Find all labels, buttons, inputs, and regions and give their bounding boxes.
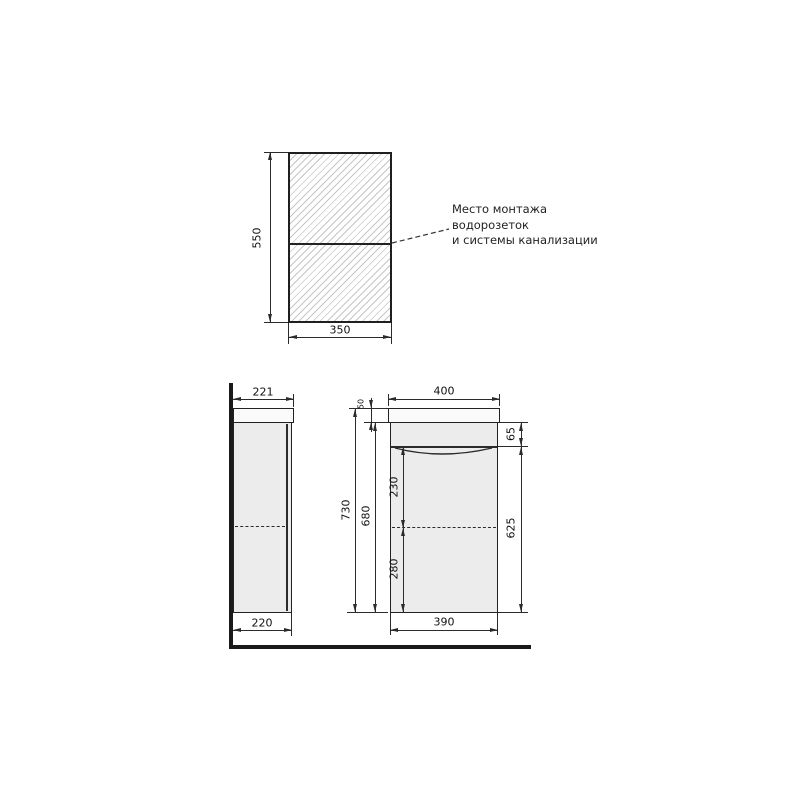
floor-line — [229, 645, 531, 649]
dim-label-front-bottom-width: 390 — [433, 615, 455, 629]
extension-line — [500, 422, 528, 423]
dim-label-niche-width: 350 — [329, 323, 351, 337]
side-view-body — [233, 422, 292, 613]
dim-arrow — [233, 397, 241, 401]
niche-divider-line — [288, 243, 392, 245]
dim-arrow — [289, 335, 297, 339]
dim-arrow — [268, 314, 272, 322]
side-view-door-panel-line — [286, 424, 288, 611]
dim-arrow — [369, 400, 373, 408]
dim-arrow — [401, 447, 405, 455]
dim-arrow — [268, 152, 272, 160]
dim-arrow — [401, 520, 405, 528]
extension-line — [391, 323, 392, 344]
dim-label-door-top-to-middle: 230 — [387, 476, 401, 498]
dim-arrow — [519, 438, 523, 446]
dim-arrow — [519, 604, 523, 612]
front-view-middle-dashed-line — [392, 527, 496, 528]
dim-arrow — [373, 604, 377, 612]
niche-hatched-area — [288, 152, 392, 323]
extension-line — [498, 612, 528, 613]
extension-line — [291, 613, 292, 636]
dimension-line — [521, 447, 522, 612]
dim-label-total-height: 730 — [339, 499, 353, 521]
dim-arrow — [388, 397, 396, 401]
side-view-countertop — [233, 408, 294, 423]
annotation-note — [452, 202, 598, 249]
dim-arrow — [353, 409, 357, 417]
dim-arrow — [519, 423, 523, 431]
leader-line — [391, 227, 451, 245]
dim-label-middle-to-bottom: 280 — [387, 558, 401, 580]
dimension-line — [375, 423, 376, 612]
dim-arrow — [233, 628, 241, 632]
dim-arrow — [519, 447, 523, 455]
front-view-countertop — [388, 408, 500, 423]
dim-label-side-bottom-depth: 220 — [251, 616, 273, 630]
annotation-line: Место монтажа — [452, 202, 548, 216]
dimension-line — [233, 399, 294, 400]
dim-label-body-height: 680 — [359, 505, 373, 527]
extension-line — [264, 322, 288, 323]
dim-arrow — [490, 628, 498, 632]
dim-arrow — [401, 604, 405, 612]
dimension-line — [289, 337, 391, 338]
dimension-line — [270, 153, 271, 322]
dimension-line — [388, 399, 500, 400]
extension-line — [288, 323, 289, 344]
dim-label-door-section-height: 625 — [504, 517, 518, 539]
extension-line — [498, 446, 528, 447]
dimension-line — [355, 409, 356, 612]
annotation-line: водорозеток — [452, 217, 530, 232]
dim-arrow — [390, 628, 398, 632]
door-handle-curve — [391, 447, 497, 461]
dim-arrow — [401, 528, 405, 536]
dim-arrow — [286, 397, 294, 401]
extension-line — [347, 612, 388, 613]
dim-label-niche-height: 550 — [250, 227, 264, 249]
dim-label-front-top-width: 400 — [433, 384, 455, 398]
dim-arrow — [353, 604, 357, 612]
side-view-middle-dashed-line — [235, 526, 285, 527]
dim-label-countertop-thickness: 50 — [356, 398, 366, 410]
dim-arrow — [492, 397, 500, 401]
dim-arrow — [373, 423, 377, 431]
dim-label-apron-height: 65 — [504, 427, 518, 441]
dimension-line — [390, 630, 498, 631]
dim-arrow — [284, 628, 292, 632]
annotation-line: и системы канализации — [452, 233, 598, 247]
dim-label-side-top-depth: 221 — [252, 385, 274, 399]
dim-arrow — [383, 335, 391, 339]
